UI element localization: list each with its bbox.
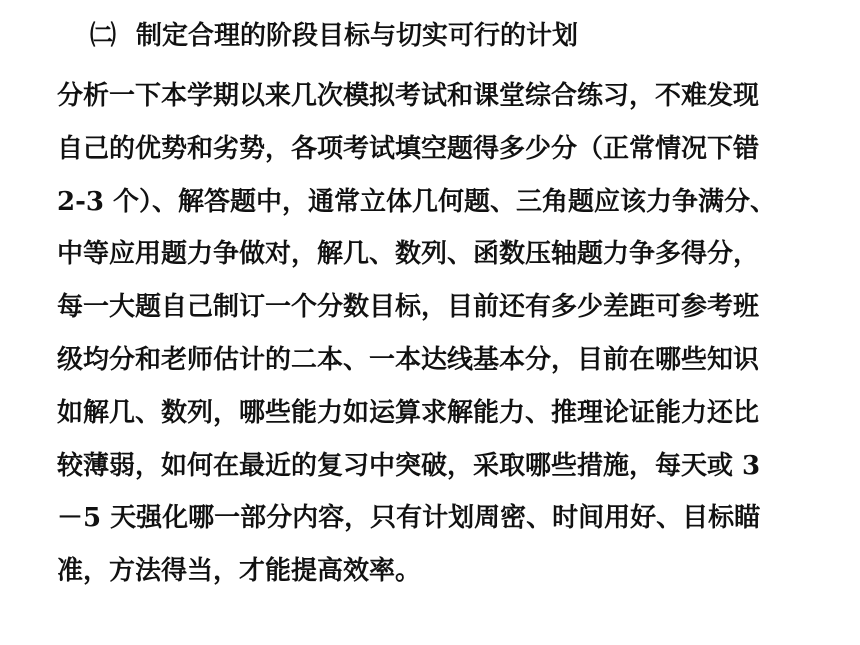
paragraph-line-6: 级均分和老师估计的二本、一本达线基本分，目前在哪些知识 — [57, 344, 760, 375]
paragraph-line-9: －5 天强化哪一部分内容，只有计划周密、时间用好、目标瞄 — [57, 503, 761, 534]
body-paragraph — [57, 70, 837, 598]
paragraph-line-1: 分析一下本学期以来几次模拟考试和课堂综合练习，不难发现 — [57, 81, 760, 111]
section-number: ㈡ — [90, 21, 117, 51]
section-title: 制定合理的阶段目标与切实可行的计划 — [136, 21, 579, 51]
paragraph-line-7: 如解几、数列，哪些能力如运算求解能力、推理论证能力还比 — [57, 397, 760, 428]
paragraph-line-8: 较薄弱，如何在最近的复习中突破，采取哪些措施，每天或 3 — [57, 450, 761, 481]
paragraph-line-3: 2-3 个）、解答题中，通常立体几何题、三角题应该力争满分、 — [57, 186, 777, 217]
paragraph-line-2: 自己的优势和劣势，各项考试填空题得多少分（正常情况下错 — [57, 133, 760, 164]
paragraph-line-5: 每一大题自己制订一个分数目标，目前还有多少差距可参考班 — [57, 292, 760, 323]
paragraph-line-10: 准，方法得当，才能提高效率。 — [57, 556, 422, 587]
section-heading — [90, 16, 578, 56]
paragraph-line-4: 中等应用题力争做对，解几、数列、函数压轴题力争多得分， — [57, 239, 760, 270]
